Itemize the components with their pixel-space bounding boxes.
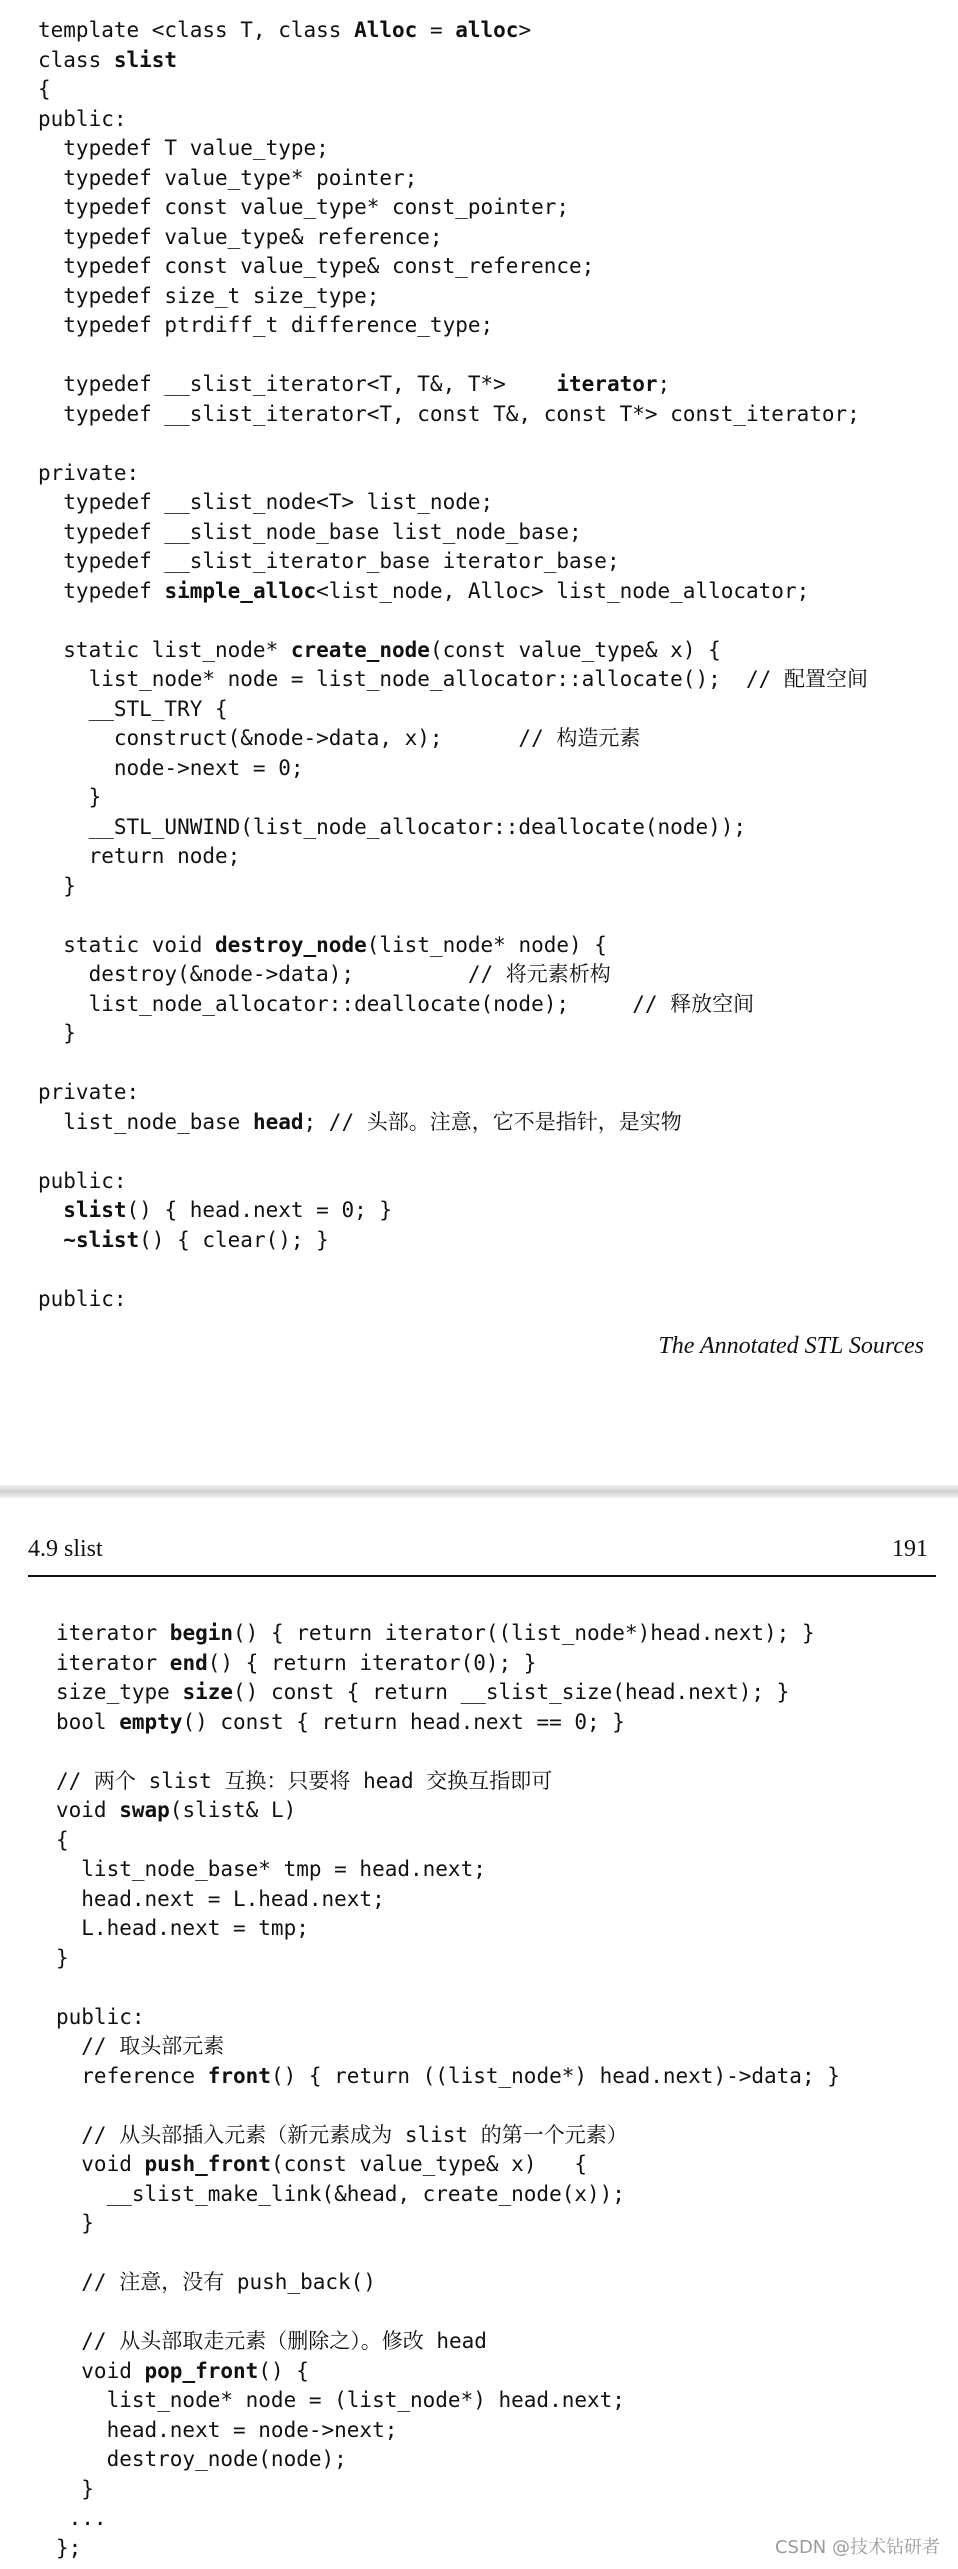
code-text: head.next = L.head.next; <box>56 1886 385 1911</box>
code-line <box>56 2416 840 2446</box>
code-line <box>56 2386 840 2416</box>
code-text: ; <box>657 372 671 396</box>
code-identifier-bold: slist <box>63 1198 127 1222</box>
code-line <box>56 2327 840 2357</box>
code-line <box>56 1649 840 1679</box>
code-line <box>38 1196 868 1226</box>
code-text: <list_node, Alloc> list_node_allocator; <box>316 578 810 603</box>
code-line <box>56 2298 840 2328</box>
code-text: (slist& L) <box>169 1798 297 1822</box>
code-line <box>56 2150 840 2180</box>
code-line <box>38 193 868 223</box>
code-identifier-bold: empty <box>119 1709 183 1734</box>
code-text: typedef <box>38 578 165 603</box>
code-text: typedef ptrdiff_t difference_type; <box>38 313 494 337</box>
code-text: destroy_node(node); <box>56 2447 347 2471</box>
code-line <box>38 518 868 548</box>
code-line <box>38 282 868 312</box>
code-line <box>56 1885 840 1915</box>
code-line <box>38 75 868 105</box>
code-text: return node; <box>38 844 241 868</box>
code-line <box>38 311 868 341</box>
code-identifier-bold: destroy_node <box>215 932 367 957</box>
code-text: } <box>38 1021 76 1045</box>
code-text <box>38 1228 63 1252</box>
code-line <box>38 990 868 1020</box>
code-line <box>38 842 868 872</box>
page-number: 191 <box>892 1536 928 1562</box>
code-line <box>56 2445 840 2475</box>
code-line <box>38 341 868 371</box>
book-footer-title: The Annotated STL Sources <box>658 1333 924 1359</box>
code-line <box>38 46 868 76</box>
code-identifier-bold: Alloc <box>354 18 418 42</box>
code-line <box>38 370 868 400</box>
code-text: typedef __slist_node_base list_node_base; <box>38 519 582 544</box>
code-text: // 从头部取走元素（删除之）。修改 head <box>56 2329 487 2353</box>
code-text: () const { return __slist_size(head.next); } <box>233 1680 790 1704</box>
code-line <box>56 1855 840 1885</box>
code-line <box>38 1108 868 1138</box>
code-text: public: <box>38 1286 127 1311</box>
code-line <box>38 754 868 784</box>
code-text: () { return iterator((list_node*)head.next); } <box>233 1621 815 1645</box>
code-line <box>38 1255 868 1285</box>
code-line <box>38 1019 868 1049</box>
code-text: reference <box>56 2063 208 2088</box>
code-line <box>38 164 868 194</box>
code-line <box>38 931 868 961</box>
code-line <box>38 1226 868 1256</box>
code-text: L.head.next = tmp; <box>56 1916 309 1940</box>
code-identifier-bold: slist <box>113 47 178 72</box>
code-line <box>38 429 868 459</box>
code-line <box>38 577 868 607</box>
code-identifier-bold: begin <box>169 1621 234 1645</box>
code-text: () { clear(); } <box>139 1227 329 1252</box>
code-line <box>38 872 868 902</box>
code-identifier-bold: size <box>182 1680 234 1704</box>
code-line <box>56 2209 840 2239</box>
code-text: template <class T, class <box>38 18 355 42</box>
code-identifier-bold: end <box>169 1650 208 1675</box>
code-line <box>56 2121 840 2151</box>
code-line <box>38 459 868 489</box>
code-identifier-bold: ~slist <box>63 1227 140 1252</box>
code-identifier-bold: simple_alloc <box>164 578 317 603</box>
code-text: iterator <box>56 1621 170 1645</box>
code-text: } <box>56 2211 94 2235</box>
code-text: // 两个 slist 互换：只要将 head 交换互指即可 <box>56 1768 553 1793</box>
code-line <box>56 2239 840 2269</box>
code-identifier-bold: front <box>207 2063 271 2088</box>
code-text: list_node_allocator::deallocate(node); // 释放空间 <box>38 991 755 1016</box>
code-line <box>56 2357 840 2387</box>
code-text: bool <box>56 1709 120 1734</box>
code-line <box>56 2534 840 2564</box>
code-identifier-bold: create_node <box>290 637 430 662</box>
code-text: // 从头部插入元素（新元素成为 slist 的第一个元素） <box>56 2122 628 2147</box>
code-line <box>38 16 868 46</box>
code-line <box>38 606 868 636</box>
code-line <box>56 2268 840 2298</box>
code-line <box>38 813 868 843</box>
code-text: __slist_make_link(&head, create_node(x)); <box>56 2181 625 2206</box>
code-text: // 取头部元素 <box>56 2034 225 2058</box>
code-line <box>56 2062 840 2092</box>
code-text: static list_node* <box>38 637 291 662</box>
code-line <box>56 1678 840 1708</box>
code-text: void <box>56 2358 145 2383</box>
code-line <box>38 960 868 990</box>
code-text: typedef T value_type; <box>38 136 329 160</box>
code-line <box>56 1737 840 1767</box>
code-identifier-bold: pop_front <box>144 2358 259 2383</box>
code-text: = <box>417 18 456 42</box>
code-text: typedef value_type* pointer; <box>38 165 418 190</box>
code-line <box>38 223 868 253</box>
code-line <box>38 400 868 430</box>
code-text: // 注意，没有 push_back() <box>56 2270 376 2294</box>
code-text: > <box>518 18 532 42</box>
code-identifier-bold: push_front <box>144 2152 271 2176</box>
code-text: (const value_type& x) { <box>270 2152 588 2176</box>
code-text <box>38 1198 63 1222</box>
code-text: void <box>56 1798 120 1822</box>
code-text: construct(&node->data, x); // 构造元素 <box>38 726 641 750</box>
header-rule <box>28 1575 936 1577</box>
code-identifier-bold: iterator <box>556 372 658 396</box>
code-text: list_node* node = list_node_allocator::allocate(); // 配置空间 <box>38 667 868 691</box>
code-line <box>38 488 868 518</box>
code-text: public: <box>56 2004 145 2029</box>
code-line <box>38 783 868 813</box>
code-text: static void <box>38 932 216 957</box>
code-identifier-bold: head <box>252 1109 304 1134</box>
code-line <box>56 1826 840 1856</box>
section-header: 4.9 slist <box>28 1536 103 1562</box>
code-text: head.next = node->next; <box>56 2417 398 2442</box>
code-line <box>56 1708 840 1738</box>
code-text: typedef value_type& reference; <box>38 224 443 249</box>
code-line <box>56 1914 840 1944</box>
code-text: typedef size_t size_type; <box>38 283 380 308</box>
watermark-text: CSDN @技术钻研者 <box>774 2537 940 2558</box>
code-line <box>38 1285 868 1315</box>
code-line <box>38 665 868 695</box>
code-text: void <box>56 2152 145 2176</box>
code-identifier-bold: swap <box>119 1798 170 1822</box>
code-line <box>38 134 868 164</box>
code-text: list_node* node = (list_node*) head.next; <box>56 2388 625 2412</box>
code-line <box>38 1049 868 1079</box>
code-line <box>38 901 868 931</box>
code-text: } <box>56 1945 69 1970</box>
code-text: } <box>38 873 76 898</box>
code-text: typedef __slist_iterator<T, T&, T*> <box>38 372 557 396</box>
code-text: public: <box>38 106 127 131</box>
code-text: ... <box>56 2506 107 2530</box>
code-line <box>56 2475 840 2505</box>
code-listing-slist-declaration <box>38 16 868 1314</box>
code-line <box>38 724 868 754</box>
code-line <box>38 1137 868 1167</box>
code-line <box>56 1973 840 2003</box>
code-text: () { head.next = 0; } <box>126 1198 393 1222</box>
code-text: class <box>38 47 114 72</box>
code-line <box>38 1167 868 1197</box>
code-line <box>56 2032 840 2062</box>
code-line <box>38 252 868 282</box>
code-text: } <box>56 2476 94 2501</box>
code-line <box>56 1944 840 1974</box>
code-line <box>56 2003 840 2033</box>
code-text: (list_node* node) { <box>366 932 607 957</box>
code-identifier-bold: alloc <box>455 18 519 42</box>
code-text: __STL_TRY { <box>38 696 228 721</box>
code-line <box>38 1078 868 1108</box>
code-text: typedef const value_type* const_pointer; <box>38 195 570 219</box>
code-line <box>56 2091 840 2121</box>
code-text: size_type <box>56 1680 183 1704</box>
code-text: () { <box>258 2358 309 2383</box>
code-text: private: <box>38 460 140 485</box>
code-text: { <box>56 1827 69 1852</box>
book-page-lower <box>0 1498 958 2569</box>
code-line <box>56 1619 840 1649</box>
code-text: typedef __slist_iterator_base iterator_base; <box>38 549 620 573</box>
code-text: () { return iterator(0); } <box>207 1650 537 1675</box>
code-text: iterator <box>56 1650 170 1675</box>
code-text: private: <box>38 1080 140 1104</box>
page-separator <box>0 1485 958 1498</box>
code-text: list_node_base* tmp = head.next; <box>56 1857 486 1881</box>
code-text: __STL_UNWIND(list_node_allocator::deallocate(node)); <box>38 814 747 839</box>
code-line <box>56 2180 840 2210</box>
code-text: typedef __slist_iterator<T, const T&, const T*> const_iterator; <box>38 401 860 426</box>
code-line <box>38 547 868 577</box>
code-text: ; // 头部。注意，它不是指针，是实物 <box>303 1109 682 1134</box>
code-line <box>38 636 868 666</box>
code-line <box>38 105 868 135</box>
code-line <box>56 2504 840 2534</box>
code-text: }; <box>56 2535 82 2560</box>
code-line <box>38 695 868 725</box>
code-text: () { return ((list_node*) head.next)->data; } <box>270 2063 840 2088</box>
code-text: } <box>38 785 102 809</box>
code-text: destroy(&node->data); // 将元素析构 <box>38 962 611 986</box>
code-text: public: <box>38 1168 127 1193</box>
code-line <box>56 1796 840 1826</box>
code-listing-slist-members <box>56 1619 840 2563</box>
code-text: typedef __slist_node<T> list_node; <box>38 490 494 514</box>
code-text: () const { return head.next == 0; } <box>182 1709 625 1734</box>
code-text: (const value_type& x) { <box>429 637 721 662</box>
code-text: list_node_base <box>38 1109 253 1134</box>
code-text: node->next = 0; <box>38 755 304 780</box>
code-text: { <box>38 77 51 101</box>
code-text: typedef const value_type& const_reference; <box>38 254 595 278</box>
code-line <box>56 1767 840 1797</box>
